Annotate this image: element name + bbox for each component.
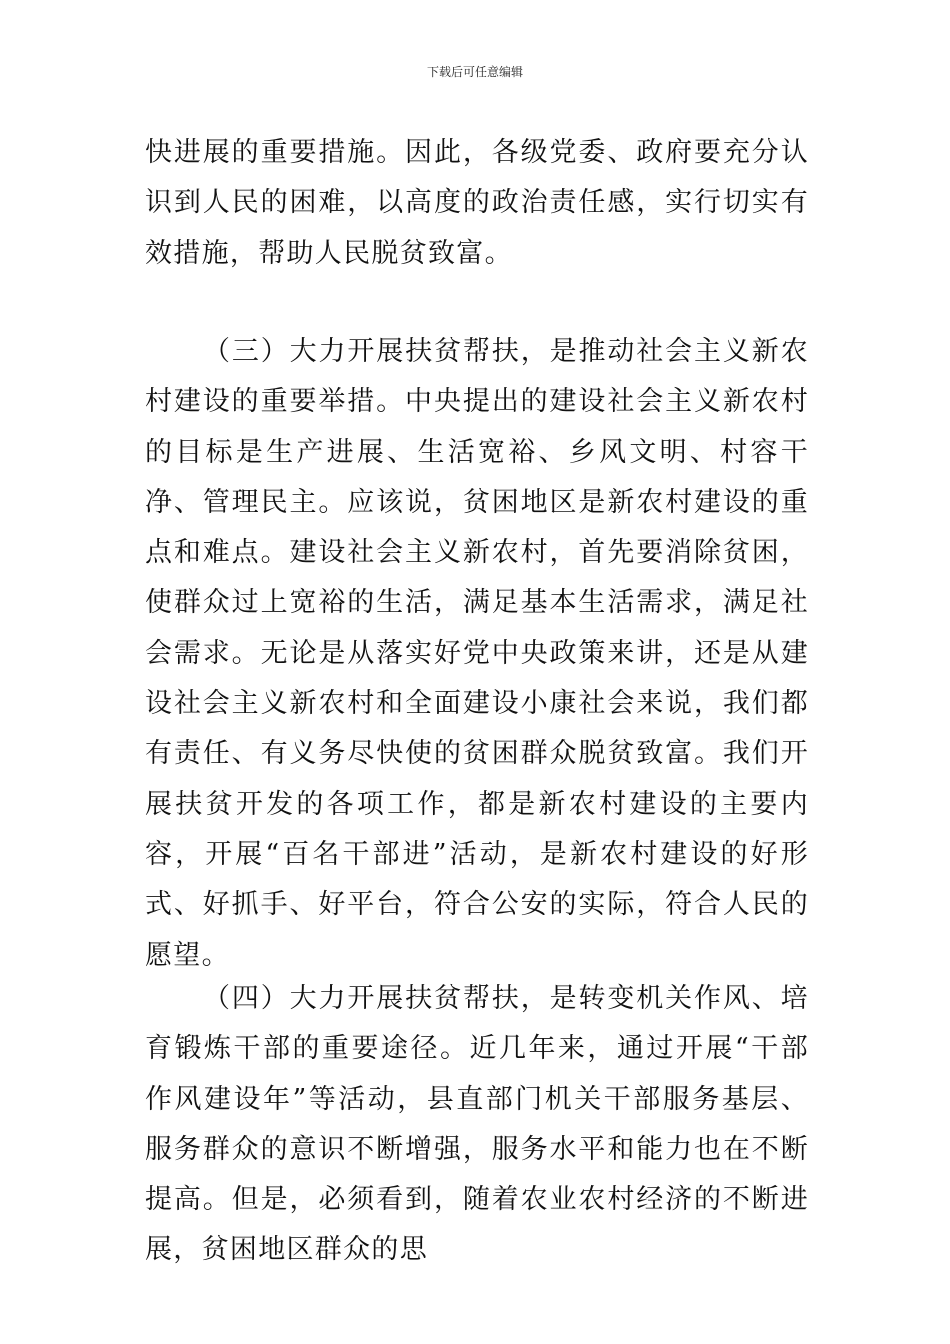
paragraph-section-four: （四）大力开展扶贫帮扶，是转变机关作风、培育锻炼干部的重要途径。近几年来，通过开展“干部作风建设年”等活动，县直部门机关干部服务基层、服务群众的意识不断增强，服务水平和能力也在不断提高。但是，必须看到，随着农业农村经济的不断进展，贫困地区群众的思 <box>145 983 809 1266</box>
paragraph-continuation: 快进展的重要措施。因此，各级党委、政府要充分认识到人民的困难，以高度的政治责任感，实行切实有效措施，帮助人民脱贫致富。 <box>145 137 809 269</box>
page-header: 下载后可任意编辑 <box>426 65 523 79</box>
paragraph-section-three: （三）大力开展扶贫帮扶，是推动社会主义新农村建设的重要举措。中央提出的建设社会主义新农村的目标是生产进展、生活宽裕、乡风文明、村容干净、管理民主。应该说，贫困地区是新农村建设的重点和难点。建设社会主义新农村，首先要消除贫困，使群众过上宽裕的生活，满足基本生活需求，满足社会需求。无论是从落实好党中央政策来讲，还是从建设社会主义新农村和全面建设小康社会来说，我们都有责任、有义务尽快使的贫困群众脱贫致富。我们开展扶贫开发的各项工作，都是新农村建设的主要内容，开展“百名干部进”活动，是新农村建设的好形式、好抓手、好平台，符合公安的实际，符合人民的愿望。 <box>145 336 809 971</box>
